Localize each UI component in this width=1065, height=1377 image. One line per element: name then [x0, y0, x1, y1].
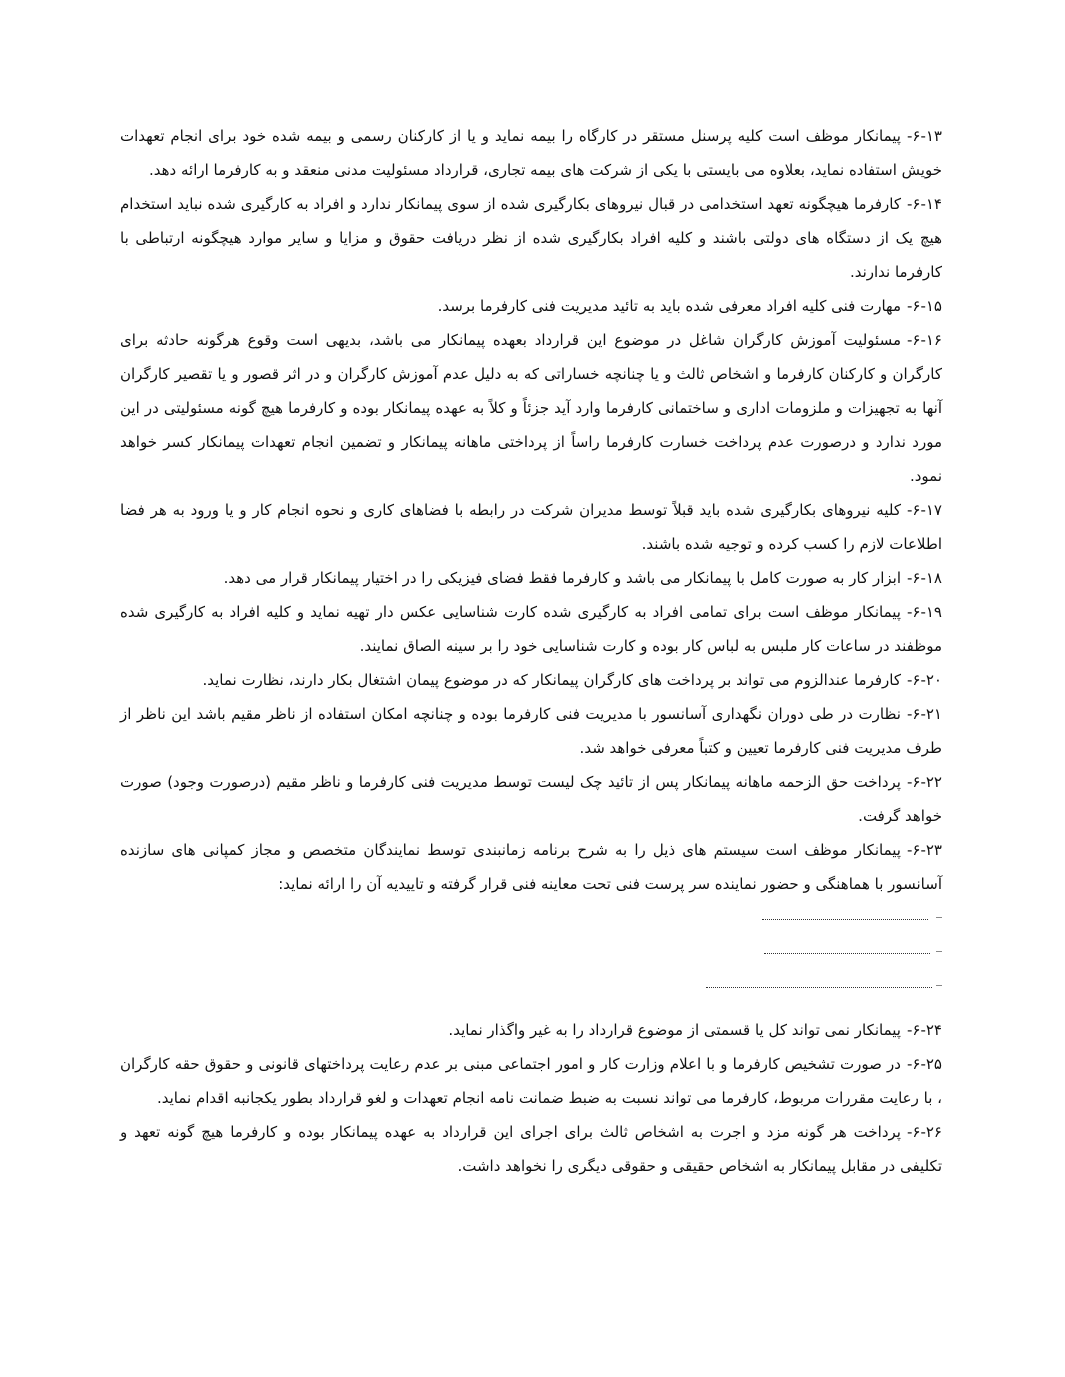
clause-number: ۶-۱۷- — [906, 501, 942, 519]
clause-text: کارفرما هیچگونه تعهد استخدامی در قبال نیروهای بکارگیری شده از سوی پیمانکار ندارد و افراد به کارگیری شده نباید استخدام هیچ یک از دستگاه های دولتی باشند و کلیه افراد بکارگیری شده از نظر دریافت حقوق و مزایا و سایر موارد هیچگونه ارتباطی با کارفرما ندارند. — [120, 195, 942, 281]
clause-number: ۶-۱۸- — [906, 569, 942, 587]
clause-6-15 — [120, 289, 942, 323]
clause-text: پرداخت هر گونه مزد و اجرت به اشخاص ثالث برای اجرای این قرارداد به عهده پیمانکار بوده و کارفرما هیچ گونه تعهد و تکلیفی در مقابل پیمانکار به اشخاص حقیقی و حقوقی دیگری را نخواهد داشت. — [120, 1123, 942, 1175]
clause-text: پیمانکار نمی تواند کل یا قسمتی از موضوع قرارداد را به غیر واگذار نماید. — [448, 1021, 901, 1039]
clause-6-13 — [120, 119, 942, 187]
clause-text: کلیه نیروهای بکارگیری شده باید قبلاً توسط مدیران شرکت در رابطه با فضاهای کاری و نحوه انجام کار و یا ورود به هر فضا اطلاعات لازم را کسب کرده و توجیه شده باشند. — [120, 501, 942, 553]
clause-6-16 — [120, 323, 942, 493]
clause-6-19 — [120, 595, 942, 663]
clause-6-25 — [120, 1047, 942, 1115]
blank-list-item — [120, 901, 942, 935]
clause-number: ۶-۲۱- — [906, 705, 942, 723]
clause-number: ۶-۲۶- — [906, 1123, 942, 1141]
clause-6-22 — [120, 765, 942, 833]
clause-number: ۶-۲۵- — [906, 1055, 942, 1073]
clause-text: کارفرما عندالزوم می تواند بر پرداخت های کارگران پیمانکار که در موضوع پیمان اشتغال بکار دارند، نظارت نماید. — [202, 671, 901, 689]
clause-6-21 — [120, 697, 942, 765]
clause-6-26 — [120, 1115, 942, 1183]
clause-text: در صورت تشخیص کارفرما و با اعلام وزارت کار و امور اجتماعی مبنی بر عدم رعایت پرداختهای قانونی و حقوق حقه کارگران ، با رعایت مقررات مربوط، کارفرما می تواند نسبت به ضبط ضمانت نامه انجام تعهدات و لغو قرارداد بطور یکجانبه اقدام نماید. — [120, 1055, 942, 1107]
dotted-blank — [706, 987, 932, 988]
dotted-blank — [762, 919, 928, 920]
clause-text: پیمانکار موظف است سیستم های ذیل را به شرح برنامه زمانبندی توسط نمایندگان متخصص و مجاز کمپانی های سازنده آسانسور با هماهنگی و حضور نماینده سر پرست فنی تحت معاینه فنی قرار گرفته و تاییدیه آن را ارائه نماید: — [120, 841, 942, 893]
list-dash — [936, 951, 942, 952]
clause-6-23 — [120, 833, 942, 901]
clause-number: ۶-۱۴- — [906, 195, 942, 213]
clause-number: ۶-۲۲- — [906, 773, 942, 791]
clause-text: مسئولیت آموزش کارگران شاغل در موضوع این قرارداد بعهده پیمانکار می باشد، بدیهی است وقوع هرگونه حادثه برای کارگران و کارکنان کارفرما و اشخاص ثالث و یا چنانچه خساراتی که به دلیل عدم آموزش کارگران و در اثر قصور و یا تقصیر کارگران آنها به تجهیزات و ملزومات اداری و ساختمانی کارفرما وارد آید جزئاً و کلاً به عهده پیمانکار بوده و کارفرما هیچ گونه مسئولیتی در این مورد ندارد و درصورت عدم پرداخت خسارت کارفرما راساً از پرداختی ماهانه پیمانکار و تضمین انجام تعهدات پیمانکار کسر خواهد نمود. — [120, 331, 942, 485]
list-dash — [936, 985, 942, 986]
contract-clauses — [120, 119, 942, 1183]
clause-text: نظارت در طی دوران نگهداری آسانسور با مدیریت فنی کارفرما بوده و چنانچه امکان استفاده از ناظر مقیم باشد این ناظر از طرف مدیریت فنی کارفرما تعیین و کتباً معرفی خواهد شد. — [120, 705, 942, 757]
list-dash — [936, 917, 942, 918]
clause-6-20 — [120, 663, 942, 697]
clause-6-14 — [120, 187, 942, 289]
clause-number: ۶-۲۴- — [906, 1021, 942, 1039]
clause-text: پیمانکار موظف است برای تمامی افراد به کارگیری شده کارت شناسایی عکس دار تهیه نماید و کلیه افراد به کارگیری شده موظفند در ساعات کار ملبس به لباس کار بوده و کارت شناسایی خود را بر سینه الصاق نمایند. — [120, 603, 942, 655]
spacer — [120, 1003, 942, 1013]
clause-number: ۶-۱۶- — [906, 331, 942, 349]
dotted-blank — [764, 953, 930, 954]
blank-list-item — [120, 935, 942, 969]
clause-text: ابزار کار به صورت کامل با پیمانکار می باشد و کارفرما فقط فضای فیزیکی را در اختیار پیمانکار قرار می دهد. — [223, 569, 901, 587]
clause-6-18 — [120, 561, 942, 595]
clause-number: ۶-۱۵- — [906, 297, 942, 315]
clause-number: ۶-۲۳- — [906, 841, 942, 859]
clause-6-17 — [120, 493, 942, 561]
clause-number: ۶-۲۰- — [906, 671, 942, 689]
clause-text: پرداخت حق الزحمه ماهانه پیمانکار پس از تائید چک لیست توسط مدیریت فنی کارفرما و ناظر مقیم (درصورت وجود) صورت خواهد گرفت. — [120, 773, 942, 825]
clause-text: مهارت فنی کلیه افراد معرفی شده باید به تائید مدیریت فنی کارفرما برسد. — [437, 297, 901, 315]
clause-6-24 — [120, 1013, 942, 1047]
clause-number: ۶-۱۹- — [906, 603, 942, 621]
blank-list-item — [120, 969, 942, 1003]
clause-number: ۶-۱۳- — [906, 127, 942, 145]
blank-systems-list — [120, 901, 942, 1003]
clause-text: پیمانکار موظف است کلیه پرسنل مستقر در کارگاه را بیمه نماید و یا از کارکنان رسمی و بیمه شده خود برای انجام تعهدات خویش استفاده نماید، بعلاوه می بایستی با یکی از شرکت های بیمه تجاری، قرارداد مسئولیت مدنی منعقد و به کارفرما ارائه دهد. — [120, 127, 942, 179]
